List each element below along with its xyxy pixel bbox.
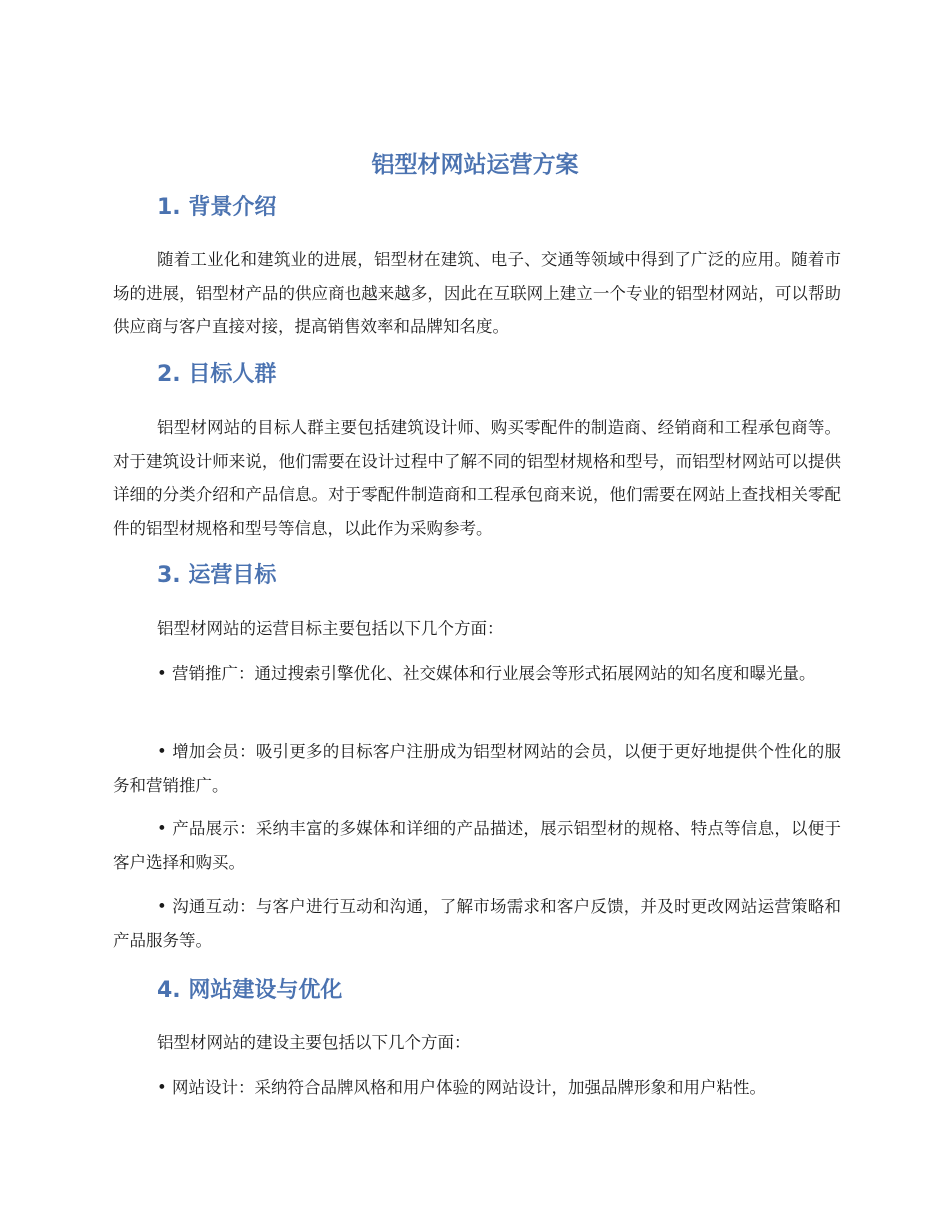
bullet-item: • 增加会员：吸引更多的目标客户注册成为铝型材网站的会员，以便于更好地提供个性化的服务和营销推广。	[113, 742, 841, 795]
section-heading-target-audience: 2. 目标人群	[157, 362, 277, 387]
section-paragraph: 随着工业化和建筑业的进展，铝型材在建筑、电子、交通等领域中得到了广泛的应用。随着市场的进展，铝型材产品的供应商也越来越多，因此在互联网上建立一个专业的铝型材网站，可以帮助供应商与客户直接对接，提高销售效率和品牌知名度。	[113, 250, 841, 336]
section-heading-operation-goals: 3. 运营目标	[157, 563, 277, 588]
document-title: 铝型材网站运营方案	[371, 152, 579, 178]
section-heading-website-construction: 4. 网站建设与优化	[157, 978, 343, 1003]
section-intro: 铝型材网站的建设主要包括以下几个方面：	[157, 1033, 471, 1052]
bullet-item: • 营销推广：通过搜索引擎优化、社交媒体和行业展会等形式拓展网站的知名度和曝光量。	[157, 664, 816, 683]
section-heading-background: 1. 背景介绍	[157, 195, 277, 220]
bullet-item: • 沟通互动：与客户进行互动和沟通，了解市场需求和客户反馈，并及时更改网站运营策略和产品服务等。	[113, 897, 841, 950]
section-paragraph: 铝型材网站的目标人群主要包括建筑设计师、购买零配件的制造商、经销商和工程承包商等。对于建筑设计师来说，他们需要在设计过程中了解不同的铝型材规格和型号，而铝型材网站可以提供详细的分类介绍和产品信息。对于零配件制造商和工程承包商来说，他们需要在网站上查找相关零配件的铝型材规格和型号等信息，以此作为采购参考。	[113, 418, 841, 538]
bullet-item: • 网站设计：采纳符合品牌风格和用户体验的网站设计，加强品牌形象和用户粘性。	[157, 1078, 766, 1097]
bullet-item: • 产品展示：采纳丰富的多媒体和详细的产品描述，展示铝型材的规格、特点等信息，以便于客户选择和购买。	[113, 819, 841, 872]
section-intro: 铝型材网站的运营目标主要包括以下几个方面：	[157, 619, 504, 638]
